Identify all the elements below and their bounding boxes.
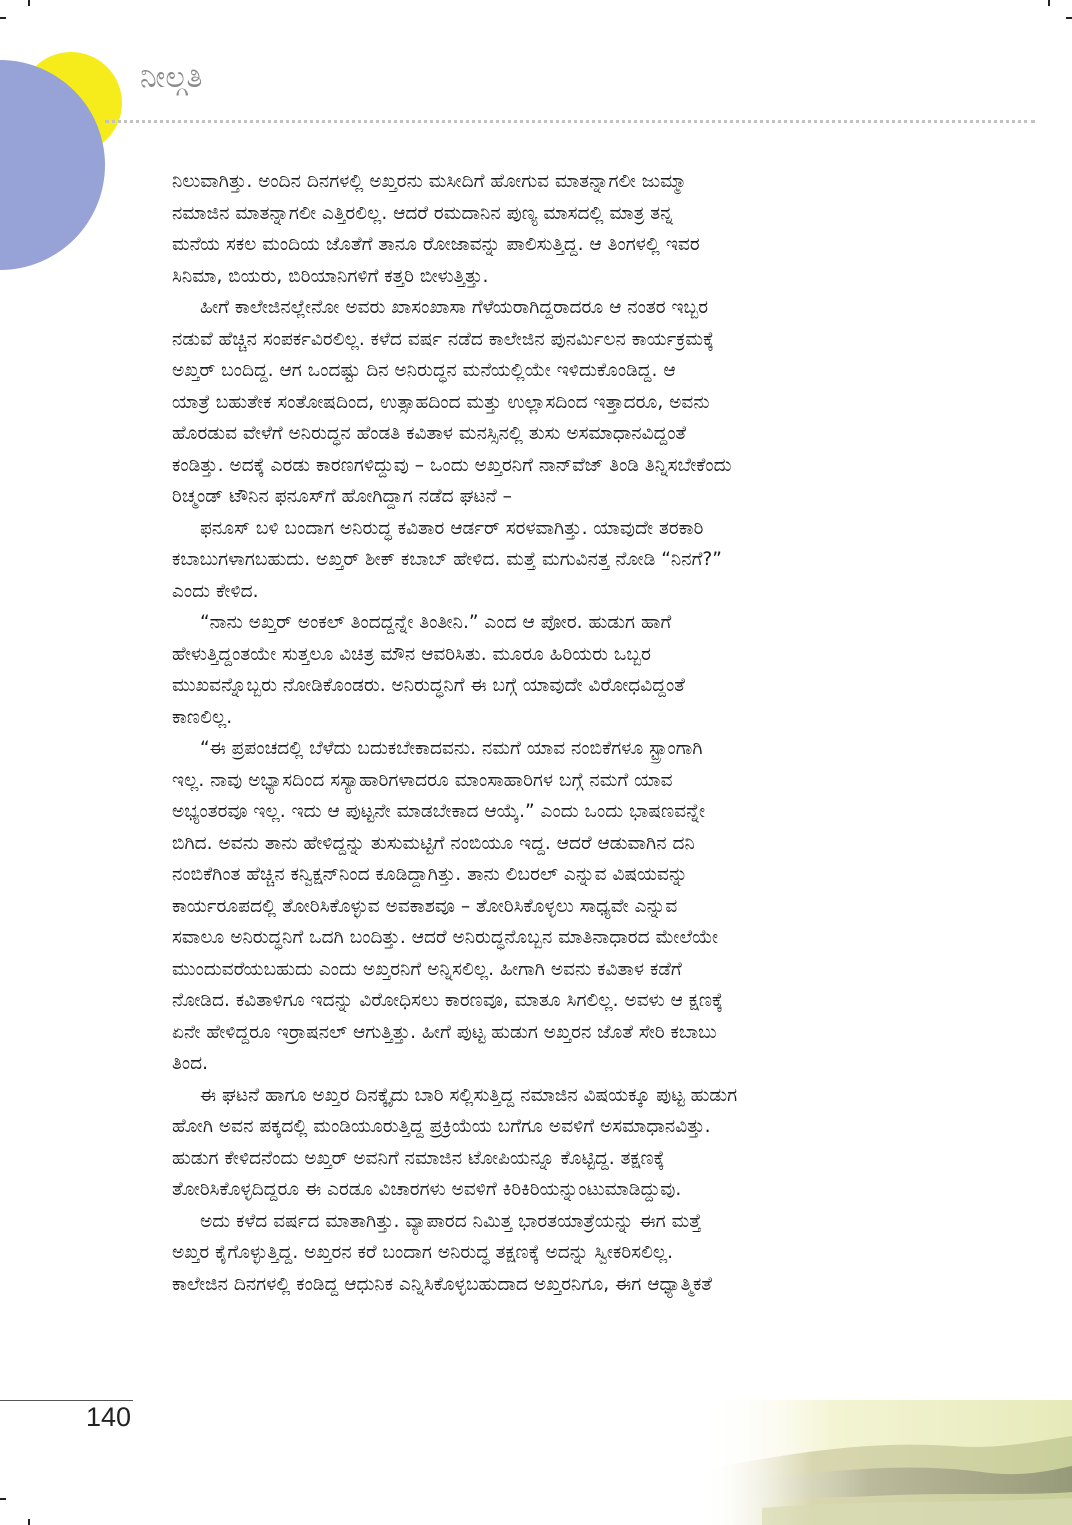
text-line: ಹೊರಡುವ ವೇಳೆಗೆ ಅನಿರುದ್ಧನ ಹೆಂಡತಿ ಕವಿತಾಳ ಮನಸ್ಸಿನಲ್ಲಿ ತುಸು ಅಸಮಾಧಾನವಿದ್ದಂತೆ xyxy=(172,423,687,444)
text-line: ತೋರಿಸಿಕೊಳ್ಳದಿದ್ದರೂ ಈ ಎರಡೂ ವಿಚಾರಗಳು ಅವಳಿಗೆ ಕಿರಿಕಿರಿಯನ್ನುಂಟುಮಾಡಿದ್ದುವು. xyxy=(172,1179,682,1200)
decorative-landscape-image xyxy=(702,1400,1072,1525)
text-line: ಅದು ಕಳೆದ ವರ್ಷದ ಮಾತಾಗಿತ್ತು. ವ್ಯಾಪಾರದ ನಿಮಿತ್ತ ಭಾರತಯಾತ್ರೆಯನ್ನು ಈಗ ಮತ್ತೆ xyxy=(200,1210,702,1232)
text-line: ಯಾತ್ರೆ ಬಹುತೇಕ ಸಂತೋಷದಿಂದ, ಉತ್ಸಾಹದಿಂದ ಮತ್ತು ಉಲ್ಲಾಸದಿಂದ ಇತ್ತಾದರೂ, ಅವನು xyxy=(172,391,710,413)
text-line: ಹೀಗೆ ಕಾಲೇಜಿನಲ್ಲೇನೋ ಅವರು ಖಾಸಂಖಾಸಾ ಗೆಳೆಯರಾಗಿದ್ದರಾದರೂ ಆ ನಂತರ ಇಬ್ಬರ xyxy=(200,297,709,318)
text-line: ಕಾಲೇಜಿನ ದಿನಗಳಲ್ಲಿ ಕಂಡಿದ್ದ ಆಧುನಿಕ ಎನ್ನಿಸಿಕೊಳ್ಳಬಹುದಾದ ಅಖ್ತರನಿಗೂ, ಈಗ ಆಧ್ಯಾತ್ಮಿಕತೆ xyxy=(172,1273,712,1295)
crop-mark xyxy=(28,0,30,6)
header-dotted-rule xyxy=(105,120,1035,123)
text-line: ಮುಖವನ್ನೊಬ್ಬರು ನೋಡಿಕೊಂಡರು. ಅನಿರುದ್ಧನಿಗೆ ಈ ಬಗ್ಗೆ ಯಾವುದೇ ವಿರೋಧವಿದ್ದಂತೆ xyxy=(172,675,685,696)
running-header-title: ನೀಲ್ಗತಿ xyxy=(140,60,203,95)
text-line: ಏನೇ ಹೇಳಿದ್ದರೂ ಇರ್‍ರಾಷನಲ್ ಆಗುತ್ತಿತ್ತು. ಹೀಗೆ ಪುಟ್ಟ ಹುಡುಗ ಅಖ್ತರನ ಜೊತೆ ಸೇರಿ ಕಬಾಬು xyxy=(172,1021,717,1043)
text-line: ಸವಾಲೂ ಅನಿರುದ್ಧನಿಗೆ ಒದಗಿ ಬಂದಿತ್ತು. ಆದರೆ ಅನಿರುದ್ಧನೊಬ್ಬನ ಮಾತಿನಾಧಾರದ ಮೇಲೆಯೇ xyxy=(172,927,719,948)
text-line: ನಡುವೆ ಹೆಚ್ಚಿನ ಸಂಪರ್ಕವಿರಲಿಲ್ಲ. ಕಳೆದ ವರ್ಷ ನಡೆದ ಕಾಲೇಜಿನ ಪುನರ್ಮಿಲನ ಕಾರ್ಯಕ್ರಮಕ್ಕೆ xyxy=(172,328,714,350)
text-line: “ನಾನು ಅಖ್ತರ್ ಅಂಕಲ್ ತಿಂದದ್ದನ್ನೇ ತಿಂತೀನಿ.” ಎಂದ ಆ ಪೋರ. ಹುಡುಗ ಹಾಗೆ xyxy=(200,612,672,633)
text-line: ಸಿನಿಮಾ, ಬಿಯರು, ಬಿರಿಯಾನಿಗಳಿಗೆ ಕತ್ತರಿ ಬೀಳುತ್ತಿತ್ತು. xyxy=(172,265,489,287)
text-line: ಅಖ್ತರ ಕೈಗೊಳ್ಳುತ್ತಿದ್ದ. ಅಖ್ತರನ ಕರೆ ಬಂದಾಗ ಅನಿರುದ್ಧ ತಕ್ಷಣಕ್ಕೆ ಅದನ್ನು ಸ್ವೀಕರಿಸಲಿಲ್ಲ. xyxy=(172,1242,674,1263)
crop-mark xyxy=(0,1498,6,1500)
text-line: ಹೋಗಿ ಅವನ ಪಕ್ಕದಲ್ಲಿ ಮಂಡಿಯೂರುತ್ತಿದ್ದ ಪ್ರಕ್ರಿಯೆಯ ಬಗೆಗೂ ಅವಳಿಗೆ ಅಸಮಾಧಾನವಿತ್ತು. xyxy=(172,1116,711,1137)
text-line: ಕಂಡಿತ್ತು. ಅದಕ್ಕೆ ಎರಡು ಕಾರಣಗಳಿದ್ದುವು – ಒಂದು ಅಖ್ತರನಿಗೆ ನಾನ್‌ವೆಜ್ ತಿಂಡಿ ತಿನ್ನಿಸಬೇಕೆಂದು xyxy=(172,454,732,476)
text-line: ಎಂದು ಕೇಳಿದ. xyxy=(172,580,259,602)
text-line: ನೋಡಿದ. ಕವಿತಾಳಿಗೂ ಇದನ್ನು ವಿರೋಧಿಸಲು ಕಾರಣವೂ, ಮಾತೂ ಸಿಗಲಿಲ್ಲ. ಅವಳು ಆ ಕ್ಷಣಕ್ಕೆ xyxy=(172,990,723,1011)
body-text xyxy=(172,166,948,1300)
text-line: ಫನೂಸ್ ಬಳಿ ಬಂದಾಗ ಅನಿರುದ್ಧ ಕವಿತಾರ ಆರ್ಡರ್ ಸರಳವಾಗಿತ್ತು. ಯಾವುದೇ ತರಕಾರಿ xyxy=(200,517,704,539)
footer-rule xyxy=(0,1400,133,1401)
text-line: ಬಿಗಿದ. ಅವನು ತಾನು ಹೇಳಿದ್ದನ್ನು ತುಸುಮಟ್ಟಿಗೆ ನಂಬಿಯೂ ಇದ್ದ. ಆದರೆ ಆಡುವಾಗಿನ ದನಿ xyxy=(172,832,695,854)
text-line: ಹುಡುಗ ಕೇಳಿದನೆಂದು ಅಖ್ತರ್ ಅವನಿಗೆ ನಮಾಜಿನ ಟೋಪಿಯನ್ನೂ ಕೊಟ್ಟಿದ್ದ. ತಕ್ಷಣಕ್ಕೆ xyxy=(172,1147,665,1169)
text-line: ಈ ಘಟನೆ ಹಾಗೂ ಅಖ್ತರ ದಿನಕ್ಕೈದು ಬಾರಿ ಸಲ್ಲಿಸುತ್ತಿದ್ದ ನಮಾಜಿನ ವಿಷಯಕ್ಕೂ ಪುಟ್ಟ ಹುಡುಗ xyxy=(200,1084,738,1106)
text-line: ನಂಬಿಕೆಗಿಂತ ಹೆಚ್ಚಿನ ಕನ್ವಿಕ್ಷನ್‌ನಿಂದ ಕೂಡಿದ್ದಾಗಿತ್ತು. ತಾನು ಲಿಬರಲ್ ಎನ್ನುವ ವಿಷಯವನ್ನು xyxy=(172,864,688,885)
crop-mark xyxy=(0,17,6,19)
crop-mark xyxy=(1066,17,1072,19)
text-line: ಮುಂದುವರೆಯಬಹುದು ಎಂದು ಅಖ್ತರನಿಗೆ ಅನ್ನಿಸಲಿಲ್ಲ. ಹೀಗಾಗಿ ಅವನು ಕವಿತಾಳ ಕಡೆಗೆ xyxy=(172,958,682,980)
text-line: ರಿಚ್ಮಂಡ್ ಟೌನಿನ ಫನೂಸ್‌ಗೆ ಹೋಗಿದ್ದಾಗ ನಡೆದ ಘಟನೆ – xyxy=(172,486,512,507)
text-line: ಕಾರ್ಯರೂಪದಲ್ಲಿ ತೋರಿಸಿಕೊಳ್ಳುವ ಅವಕಾಶವೂ – ತೋರಿಸಿಕೊಳ್ಳಲು ಸಾಧ್ಯವೇ ಎನ್ನುವ xyxy=(172,895,678,917)
text-line: ನಿಲುವಾಗಿತ್ತು. ಅಂದಿನ ದಿನಗಳಲ್ಲಿ ಅಖ್ತರನು ಮಸೀದಿಗೆ ಹೋಗುವ ಮಾತನ್ನಾಗಲೀ ಜುಮ್ಮಾ xyxy=(172,171,687,192)
text-line: ನಮಾಜಿನ ಮಾತನ್ನಾಗಲೀ ಎತ್ತಿರಲಿಲ್ಲ. ಆದರೆ ರಮದಾನಿನ ಪುಣ್ಯ ಮಾಸದಲ್ಲಿ ಮಾತ್ರ ತನ್ನ xyxy=(172,202,673,224)
text-line: ಇಲ್ಲ. ನಾವು ಅಭ್ಯಾಸದಿಂದ ಸಸ್ಯಾಹಾರಿಗಳಾದರೂ ಮಾಂಸಾಹಾರಿಗಳ ಬಗ್ಗೆ ನಮಗೆ ಯಾವ xyxy=(172,769,673,791)
crop-mark xyxy=(28,1519,30,1525)
text-line: ತಿಂದ. xyxy=(172,1053,209,1074)
text-line: ಕಬಾಬುಗಳಾಗಬಹುದು. ಅಖ್ತರ್ ಶೀಕ್ ಕಬಾಬ್ ಹೇಳಿದ. ಮತ್ತೆ ಮಗುವಿನತ್ತ ನೋಡಿ “ನಿನಗೆ?” xyxy=(172,549,722,570)
page-number: 140 xyxy=(86,1402,132,1432)
crop-mark xyxy=(1048,0,1050,6)
text-line: ಅಖ್ತರ್ ಬಂದಿದ್ದ. ಆಗ ಒಂದಷ್ಟು ದಿನ ಅನಿರುದ್ಧನ ಮನೆಯಲ್ಲಿಯೇ ಇಳಿದುಕೊಂಡಿದ್ದ. ಆ xyxy=(172,360,676,381)
text-line: ಮನೆಯ ಸಕಲ ಮಂದಿಯ ಜೊತೆಗೆ ತಾನೂ ರೋಜಾವನ್ನು ಪಾಲಿಸುತ್ತಿದ್ದ. ಆ ತಿಂಗಳಲ್ಲಿ ಇವರ xyxy=(172,234,700,255)
text-line: ಅಭ್ಯಂತರವೂ ಇಲ್ಲ. ಇದು ಆ ಪುಟ್ಟನೇ ಮಾಡಬೇಕಾದ ಆಯ್ಕೆ.” ಎಂದು ಒಂದು ಭಾಷಣವನ್ನೇ xyxy=(172,801,706,822)
text-line: ಕಾಣಲಿಲ್ಲ. xyxy=(172,706,233,728)
text-line: “ಈ ಪ್ರಪಂಚದಲ್ಲಿ ಬೆಳೆದು ಬದುಕಬೇಕಾದವನು. ನಮಗೆ ಯಾವ ನಂಬಿಕೆಗಳೂ ಸ್ಟ್ರಾಂಗಾಗಿ xyxy=(200,738,703,759)
text-line: ಹೇಳುತ್ತಿದ್ದಂತಯೇ ಸುತ್ತಲೂ ವಿಚಿತ್ರ ಮೌನ ಆವರಿಸಿತು. ಮೂರೂ ಹಿರಿಯರು ಒಬ್ಬರ xyxy=(172,643,651,665)
